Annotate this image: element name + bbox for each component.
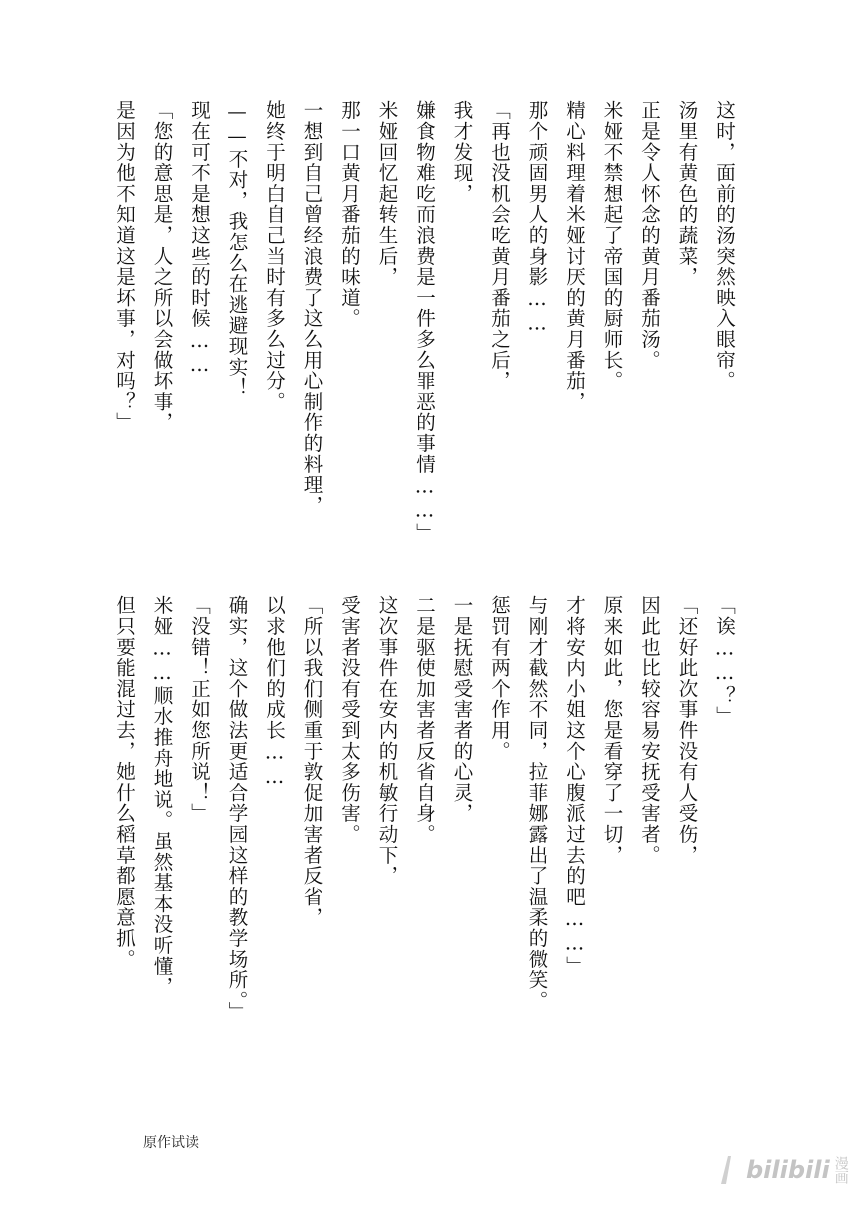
top-text-column: 米娅不禁想起了帝国的厨师长。: [600, 100, 624, 392]
bottom-text-column: 确实，这个做法更适合学园这样的教学场所。」: [225, 595, 249, 1023]
bottom-text-column: 因此也比较容易安抚受害者。: [638, 595, 661, 866]
top-text-column: 那个顽固男人的身影……: [525, 100, 549, 336]
top-text-column: 「您的意思是，人之所以会做坏事，: [150, 100, 174, 433]
bottom-text-column: 二是驱使加害者反省自身。: [413, 595, 436, 845]
bottom-text-column: 惩罚有两个作用。: [488, 595, 511, 762]
top-text-column: 嫌食物难吃而浪费是一件多么罪恶的事情……」: [413, 100, 436, 544]
top-text-column: 精心料理着米娅讨厌的黄月番茄，: [563, 100, 586, 412]
watermark-text: bilibili: [746, 1156, 830, 1184]
bilibili-logo-icon: [718, 1150, 744, 1190]
footer-label: 原作试读: [143, 1135, 199, 1151]
watermark-sub: 漫画: [832, 1156, 849, 1184]
bottom-text-column: 米娅……顺水推舟地说。虽然基本没听懂，: [150, 595, 174, 998]
top-text-column: 我才发现，: [450, 100, 474, 204]
bilibili-watermark: [718, 1140, 849, 1200]
bottom-text-column: 一是抚慰受害者的心灵，: [450, 595, 474, 824]
bottom-text-column: 但只要能混过去，她什么稻草都愿意抓。: [113, 595, 136, 970]
top-text-column: 「再也没机会吃黄月番茄之后，: [488, 100, 511, 392]
bottom-text-column: 这次事件在安内的机敏行动下，: [375, 595, 399, 887]
top-text-column: 汤里有黄色的蔬菜，: [675, 100, 699, 288]
bottom-text-column: 以求他们的成长……: [263, 595, 286, 790]
top-text-column: ——不对，我怎么在逃避现实！: [225, 100, 249, 399]
top-text-column: 米娅回忆起转生后，: [375, 100, 399, 288]
bottom-text-column: 与刚才截然不同，拉菲娜露出了温柔的微笑。: [525, 595, 549, 1011]
bottom-text-column: 「没错！正如您所说！」: [188, 595, 211, 824]
top-text-column: 那一口黄月番茄的味道。: [338, 100, 361, 329]
bottom-text-column: 才将安内小姐这个心腹派过去的吧……」: [563, 595, 586, 977]
top-text-column: 正是令人怀念的黄月番茄汤。: [638, 100, 661, 371]
bottom-text-column: 「诶……？」: [713, 595, 736, 727]
top-text-column: 是因为他不知道这是坏事，对吗？」: [113, 100, 136, 433]
bottom-text-column: 原来如此，您是看穿了一切，: [600, 595, 624, 866]
top-text-column: 现在可不是想这些的时候……: [188, 100, 211, 378]
top-text-column: 一想到自己曾经浪费了这么用心制作的料理，: [300, 100, 324, 516]
bottom-text-column: 受害者没有受到太多伤害。: [338, 595, 361, 845]
top-text-column: 这时，面前的汤突然映入眼帘。: [713, 100, 736, 392]
bottom-text-column: 「所以我们侧重于敦促加害者反省，: [300, 595, 324, 928]
top-text-column: 她终于明白自己当时有多么过分。: [263, 100, 286, 412]
bottom-text-column: 「还好此次事件没有人受伤，: [675, 595, 699, 866]
